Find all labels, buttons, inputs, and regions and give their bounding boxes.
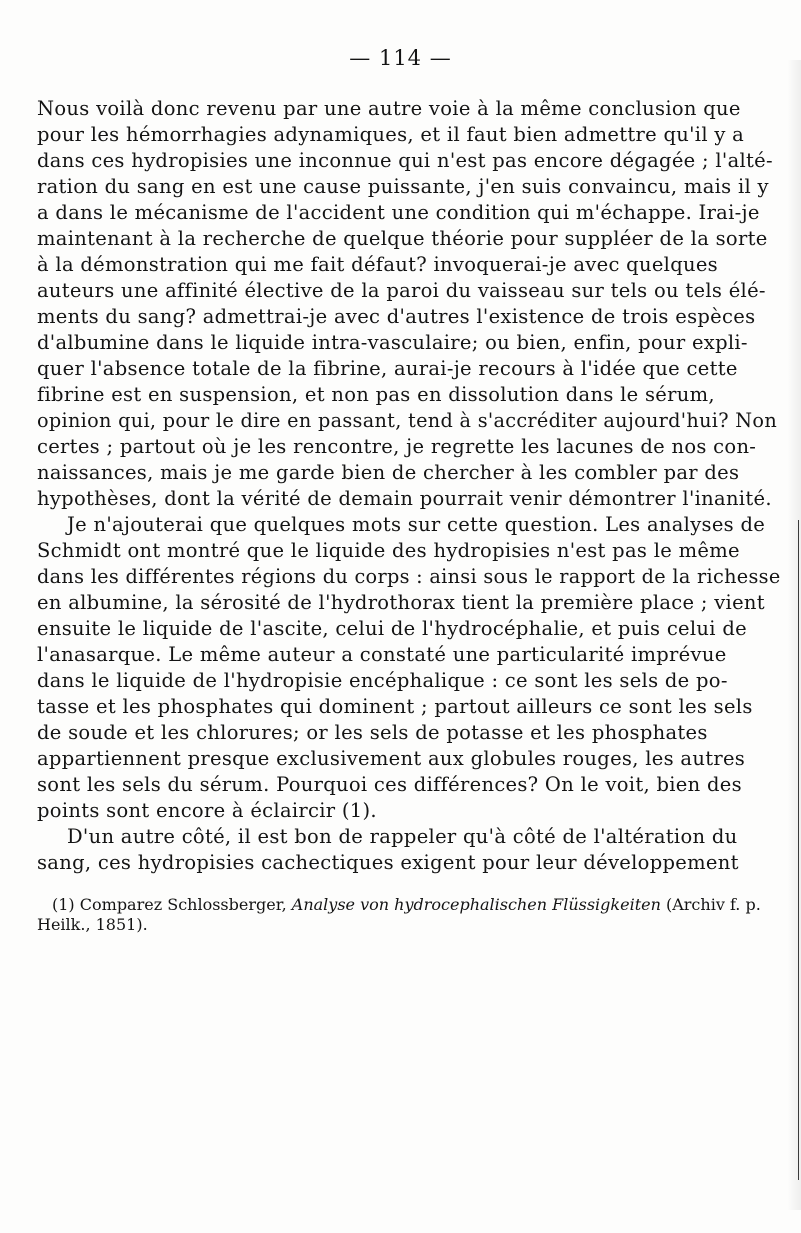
- text-line: sang, ces hydropisies cachectiques exigent pour leur développement: [37, 851, 739, 874]
- text-line: naissances, mais je me garde bien de chercher à les combler par des: [37, 461, 740, 484]
- page-edge-rule: [798, 520, 799, 1180]
- page-number: — 114 —: [349, 46, 452, 70]
- text-line: opinion qui, pour le dire en passant, tend à s'accréditer aujourd'hui? Non: [37, 409, 778, 432]
- text-line: de soude et les chlorures; or les sels de potasse et les phosphates: [37, 721, 708, 744]
- text-line: Schmidt ont montré que le liquide des hydropisies n'est pas le même: [37, 539, 740, 562]
- text-line: en albumine, la sérosité de l'hydrothorax tient la première place ; vient: [37, 591, 765, 614]
- footnote-line-1: [52, 895, 761, 915]
- text-line: ments du sang? admettrai-je avec d'autres l'existence de trois espèces: [37, 305, 756, 328]
- footnote-title: Analyse von hydrocephalischen Flüssigkeiten: [291, 895, 661, 914]
- text-line: Je n'ajouterai que quelques mots sur cette question. Les analyses de: [67, 513, 766, 536]
- text-line: tasse et les phosphates qui dominent ; partout ailleurs ce sont les sels: [37, 695, 753, 718]
- text-line: quer l'absence totale de la fibrine, aurai-je recours à l'idée que cette: [37, 357, 738, 380]
- text-line: ration du sang en est une cause puissante, j'en suis convaincu, mais il y: [37, 175, 769, 198]
- text-line: certes ; partout où je les rencontre, je regrette les lacunes de nos con-: [37, 435, 757, 458]
- text-line: hypothèses, dont la vérité de demain pourrait venir démontrer l'inanité.: [37, 487, 772, 510]
- text-line: l'anasarque. Le même auteur a constaté une particularité imprévue: [37, 643, 727, 666]
- text-line: sont les sels du sérum. Pourquoi ces différences? On le voit, bien des: [37, 773, 742, 796]
- text-line: dans le liquide de l'hydropisie encéphalique : ce sont les sels de po-: [37, 669, 728, 692]
- text-line: D'un autre côté, il est bon de rappeler qu'à côté de l'altération du: [67, 825, 738, 848]
- text-line: points sont encore à éclaircir (1).: [37, 799, 377, 822]
- text-line: maintenant à la recherche de quelque théorie pour suppléer de la sorte: [37, 227, 768, 250]
- text-line: appartiennent presque exclusivement aux globules rouges, les autres: [37, 747, 746, 770]
- footnote-lead: Comparez Schlossberger,: [79, 895, 287, 914]
- text-line: a dans le mécanisme de l'accident une condition qui m'échappe. Irai-je: [37, 201, 760, 224]
- footnote-journal: (Archiv f. p.: [665, 895, 761, 914]
- text-line: auteurs une affinité élective de la paroi du vaisseau sur tels ou tels élé-: [37, 279, 766, 302]
- text-line: fibrine est en suspension, et non pas en dissolution dans le sérum,: [37, 383, 715, 406]
- footnote-marker: (1): [52, 895, 75, 914]
- text-line: ensuite le liquide de l'ascite, celui de l'hydrocéphalie, et puis celui de: [37, 617, 747, 640]
- text-line: d'albumine dans le liquide intra-vasculaire; ou bien, enfin, pour expli-: [37, 331, 748, 354]
- footnote-line-2: Heilk., 1851).: [37, 915, 148, 934]
- text-line: à la démonstration qui me fait défaut? invoquerai-je avec quelques: [37, 253, 718, 276]
- text-line: dans les différentes régions du corps : ainsi sous le rapport de la richesse: [37, 565, 781, 588]
- text-line: dans ces hydropisies une inconnue qui n'est pas encore dégagée ; l'alté-: [37, 149, 773, 172]
- text-line: Nous voilà donc revenu par une autre voie à la même conclusion que: [37, 97, 741, 120]
- text-line: pour les hémorrhagies adynamiques, et il faut bien admettre qu'il y a: [37, 123, 745, 146]
